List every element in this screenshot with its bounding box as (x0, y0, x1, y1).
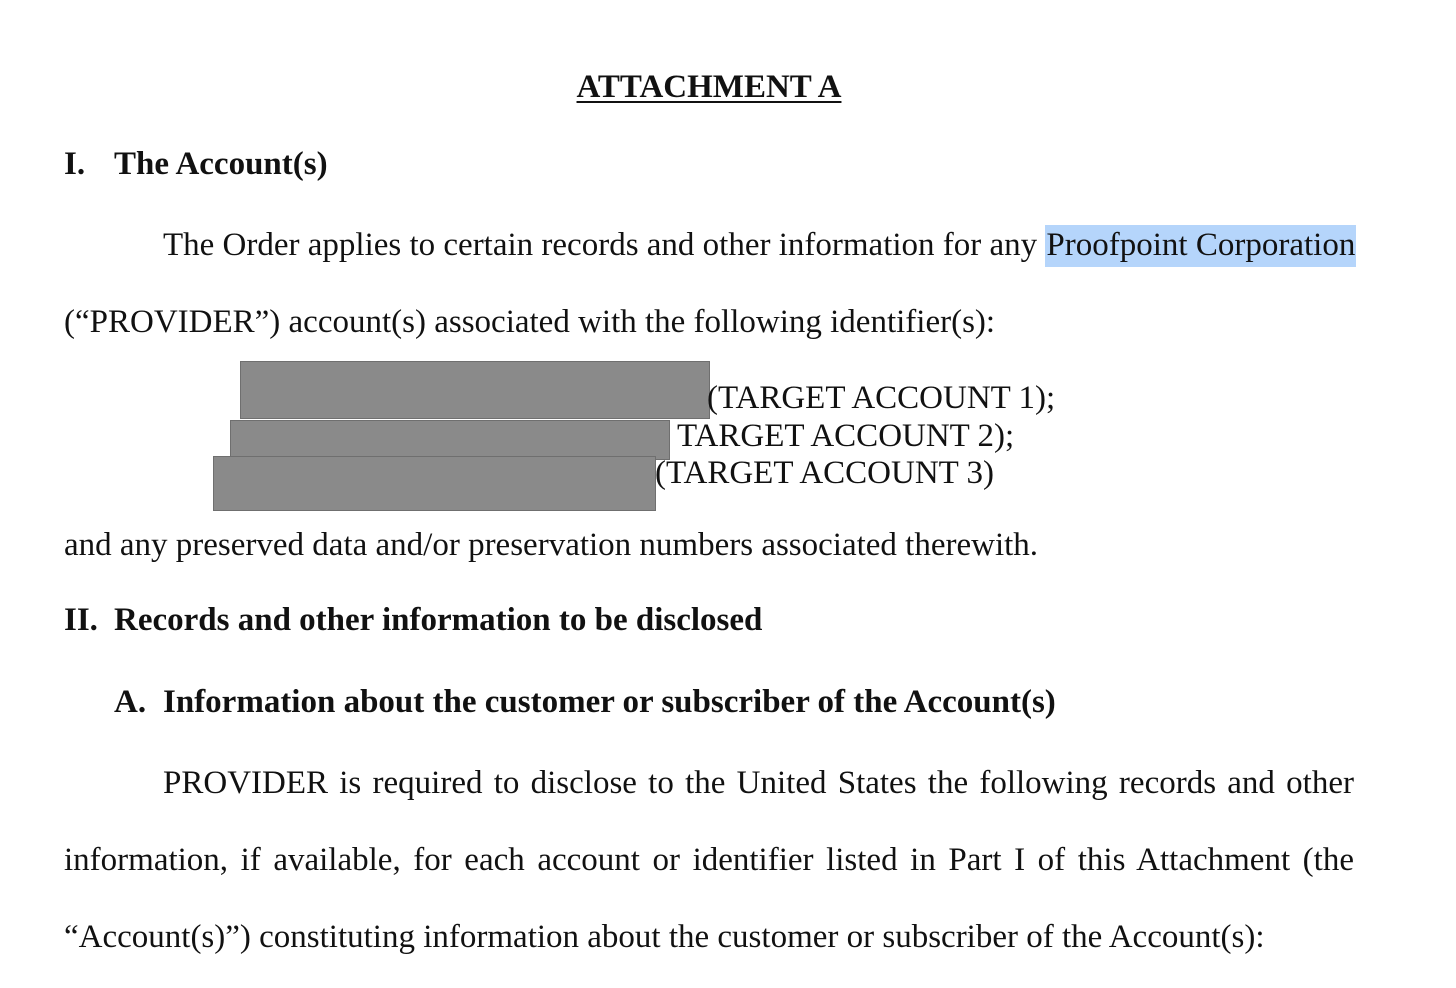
paragraph-text: “Account(s)”) constituting information about the customer or subscriber of the Account(s): (64, 919, 1265, 955)
section-number: II. (64, 602, 98, 638)
paragraph-line (64, 306, 995, 339)
target-account-2 (677, 420, 1014, 453)
target-account-label: (TARGET ACCOUNT 3) (655, 455, 994, 491)
selected-text-highlight: Proofpoint Corporation (1045, 225, 1356, 267)
section-title: Records and other information to be disclosed (114, 602, 763, 638)
subsection-heading-a-title (163, 686, 1056, 719)
subsection-title: Information about the customer or subscriber of the Account(s) (163, 684, 1056, 720)
paragraph-line-justified (163, 767, 1354, 800)
document-title (0, 71, 1418, 104)
paragraph-text: (“PROVIDER”) account(s) associated with the following identifier(s): (64, 304, 996, 340)
target-account-label: (TARGET ACCOUNT 1); (707, 380, 1056, 416)
target-account-label: TARGET ACCOUNT 2); (677, 418, 1015, 454)
section-heading-i (64, 148, 85, 181)
document-title-text: ATTACHMENT A (576, 69, 842, 105)
section-title: The Account(s) (114, 146, 328, 182)
paragraph-text: PROVIDER is required to disclose to the United States the following records and other (163, 765, 1354, 801)
section-heading-ii-title (114, 604, 762, 637)
subsection-letter: A. (114, 684, 147, 720)
paragraph-line (64, 921, 1265, 954)
subsection-heading-a (114, 686, 146, 719)
target-account-3 (655, 457, 994, 490)
section-heading-i-title (114, 148, 328, 181)
section-number: I. (64, 146, 86, 182)
paragraph-line (163, 229, 1356, 262)
section-heading-ii (64, 604, 98, 637)
target-account-1 (707, 382, 1055, 415)
redaction-box (240, 361, 710, 419)
paragraph-text: The Order applies to certain records and other information for any (163, 227, 1046, 263)
paragraph-text: information, if available, for each account or identifier listed in Part I of this Attachment (the (64, 842, 1354, 878)
redaction-box (213, 456, 656, 511)
paragraph-text: and any preserved data and/or preservation numbers associated therewith. (64, 527, 1039, 563)
paragraph-line-justified (64, 844, 1354, 877)
redaction-box (230, 420, 670, 460)
paragraph-line (64, 529, 1038, 562)
